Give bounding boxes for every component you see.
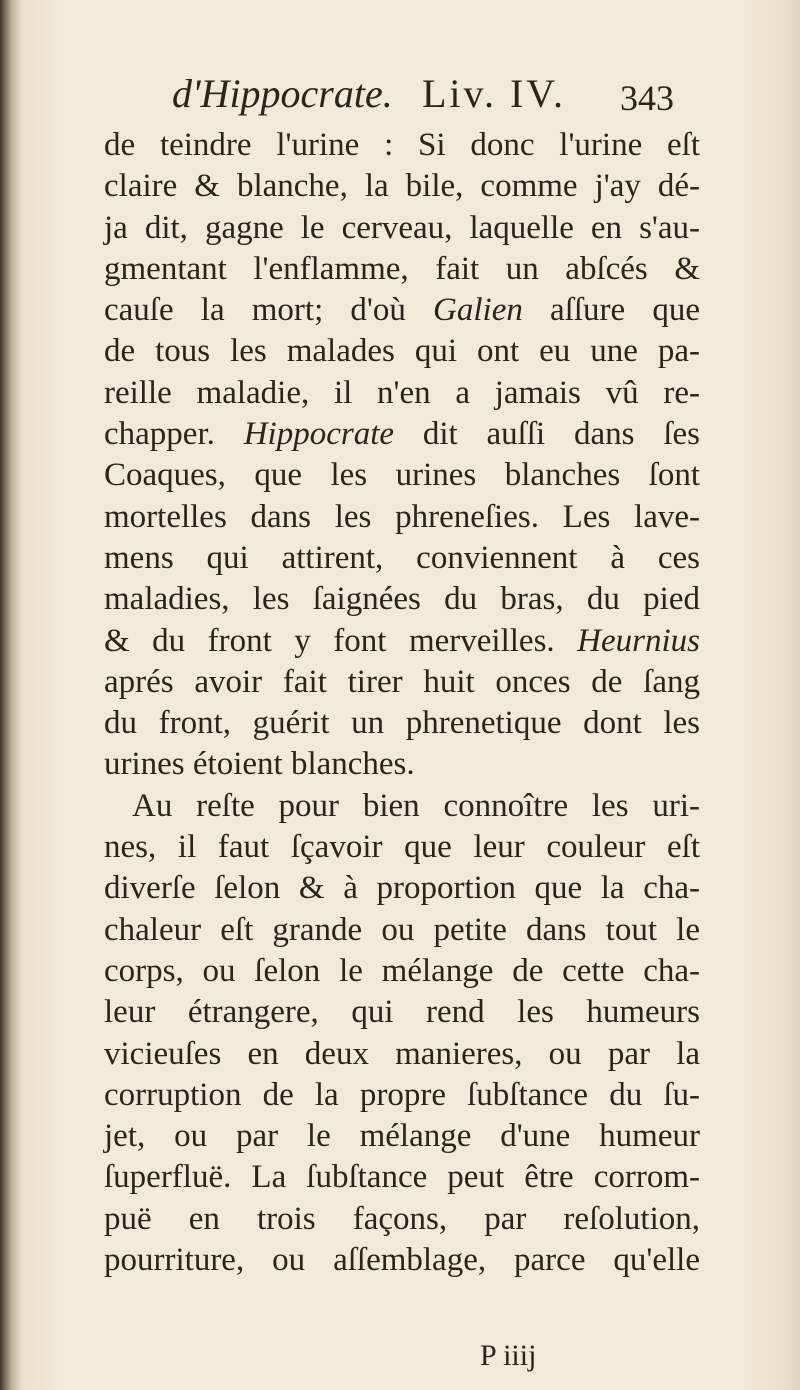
text-line: maladies, les ſaignées du bras, du pied (104, 581, 700, 618)
binding-gutter (0, 0, 22, 1390)
text-line: de tous les malades qui ont eu une pa- (104, 333, 700, 370)
proper-name: Heurnius (577, 622, 700, 659)
text-line: gmentant l'enflamme, fait un abſcés & (104, 250, 700, 287)
text-line: ſuperfluë. La ſubſtance peut être corrom- (104, 1159, 700, 1196)
signature-mark: P iiij (480, 1339, 537, 1372)
text-line: vicieuſes en deux manieres, ou par la (104, 1035, 700, 1072)
text-line: urines étoient blanches. (104, 746, 415, 783)
text-line: claire & blanche, la bile, comme j'ay dé- (104, 168, 700, 205)
paragraph-start-line: Au reſte pour bien connoître les uri- (132, 787, 700, 824)
running-title: d'Hippocrate. (172, 71, 393, 116)
text-line: de teindre l'urine : Si donc l'urine eſt (104, 127, 700, 163)
text-line: nes, il faut ſçavoir que leur couleur eſt (104, 829, 700, 866)
text-line: ja dit, gagne le cerveau, laquelle en s'au- (104, 209, 700, 246)
text-line: mortelles dans les phreneſies. Les lave- (104, 498, 700, 535)
text-line: leur étrangere, qui rend les humeurs (104, 994, 700, 1031)
running-header (0, 68, 800, 128)
text-line: pourriture, ou aſſemblage, parce qu'elle (104, 1242, 700, 1279)
text-line: cauſe la mort; d'où Galien aſſure que (104, 292, 700, 329)
text-line: du front, guérit un phrenetique dont les (104, 705, 700, 742)
text-line: jet, ou par le mélange d'une humeur (104, 1118, 700, 1155)
text-line: puë en trois façons, par reſolution, (104, 1200, 700, 1237)
text-line: diverſe ſelon & à proportion que la cha- (104, 870, 700, 907)
proper-name: Hippocrate (243, 416, 395, 453)
text-line: reille maladie, il n'en a jamais vû re- (104, 374, 700, 411)
text-line: corps, ou ſelon le mélange de cette cha- (104, 952, 700, 989)
text-line: chaleur eſt grande ou petite dans tout le (104, 911, 700, 948)
page-number: 343 (620, 78, 674, 118)
text-line: chapper. Hippocrate dit auſſi dans ſes (104, 416, 701, 453)
text-line: aprés avoir fait tirer huit onces de ſang (104, 663, 700, 700)
text-line: & du front y font merveilles. Heurnius (104, 622, 700, 659)
text-line: Coaques, que les urines blanches ſont (104, 457, 700, 494)
text-line: corruption de la propre ſubſtance du ſu- (104, 1076, 700, 1113)
body-text (104, 125, 700, 1281)
book-reference: Liv. IV. (422, 71, 566, 116)
proper-name: Galien (433, 292, 523, 329)
text-line: mens qui attirent, conviennent à ces (104, 539, 700, 576)
